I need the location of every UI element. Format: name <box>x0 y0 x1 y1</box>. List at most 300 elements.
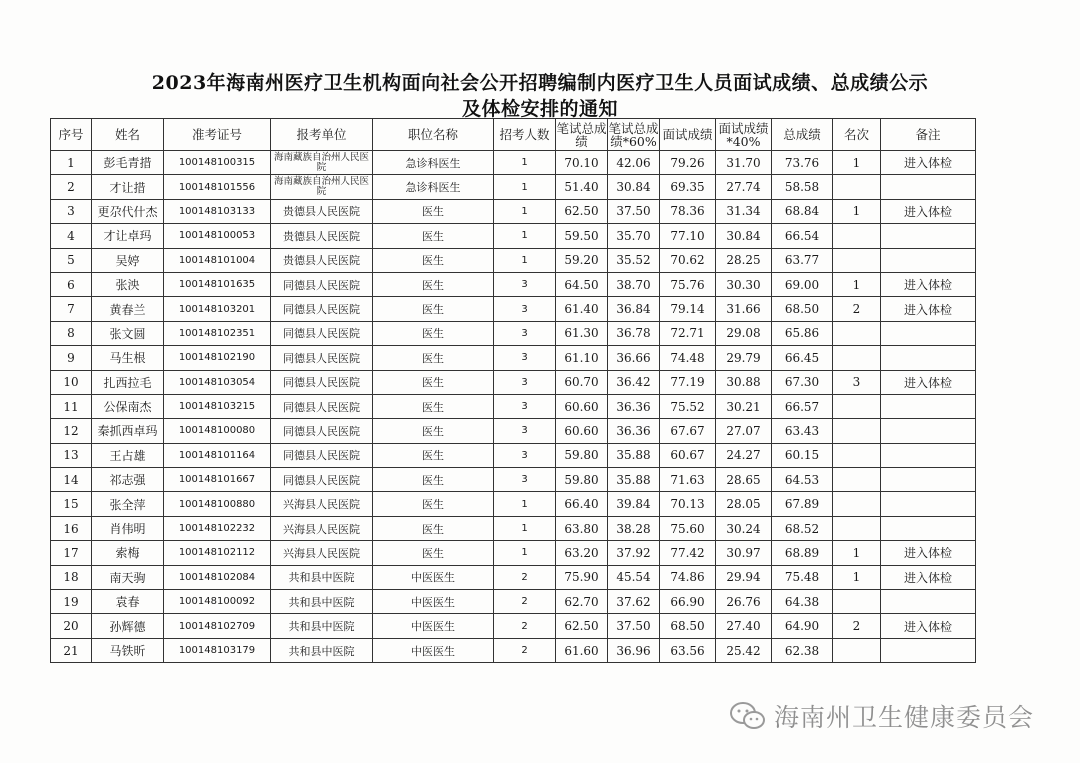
interview-score-cell: 60.67 <box>660 443 716 467</box>
header-cell: 面试成绩 <box>660 119 716 151</box>
quota-cell: 1 <box>494 248 556 272</box>
row-index-cell: 19 <box>51 590 92 614</box>
position-cell: 中医医生 <box>373 590 494 614</box>
header-cell: 笔试总成绩*60% <box>608 120 659 149</box>
written-weighted-cell: 37.50 <box>608 199 660 223</box>
table-row <box>51 272 976 296</box>
written-score-cell: 62.50 <box>556 199 608 223</box>
rank-cell <box>833 492 881 516</box>
written-weighted-cell: 35.52 <box>608 248 660 272</box>
rank-cell <box>833 175 881 199</box>
rank-cell: 1 <box>833 541 881 565</box>
table-row <box>51 346 976 370</box>
quota-cell: 1 <box>494 199 556 223</box>
table-row <box>51 419 976 443</box>
exam-id-cell: 100148100092 <box>164 590 271 614</box>
quota-cell: 1 <box>494 224 556 248</box>
row-index-cell: 12 <box>51 419 92 443</box>
interview-weighted-cell: 30.24 <box>716 516 772 540</box>
written-score-cell: 64.50 <box>556 272 608 296</box>
header-cell: 姓名 <box>92 119 164 151</box>
name-cell: 马铁昕 <box>92 638 164 662</box>
remark-cell: 进入体检 <box>881 199 976 223</box>
table-row <box>51 590 976 614</box>
exam-id-cell: 100148100880 <box>164 492 271 516</box>
interview-score-cell: 79.26 <box>660 151 716 175</box>
unit-cell: 同德县人民医院 <box>271 468 373 492</box>
written-score-cell: 61.60 <box>556 638 608 662</box>
written-weighted-cell: 36.84 <box>608 297 660 321</box>
header-cell: 总成绩 <box>772 119 833 151</box>
written-weighted-cell: 35.70 <box>608 224 660 248</box>
written-weighted-cell: 35.88 <box>608 443 660 467</box>
exam-id-cell: 100148101667 <box>164 468 271 492</box>
table-row <box>51 297 976 321</box>
remark-cell <box>881 516 976 540</box>
remark-cell <box>881 394 976 418</box>
interview-score-cell: 74.48 <box>660 346 716 370</box>
remark-cell <box>881 590 976 614</box>
interview-weighted-cell: 30.84 <box>716 224 772 248</box>
remark-cell <box>881 419 976 443</box>
interview-weighted-cell: 24.27 <box>716 443 772 467</box>
written-score-cell: 60.60 <box>556 394 608 418</box>
rank-cell: 2 <box>833 297 881 321</box>
rank-cell: 1 <box>833 199 881 223</box>
unit-cell: 兴海县人民医院 <box>271 516 373 540</box>
row-index-cell: 11 <box>51 394 92 418</box>
remark-cell <box>881 468 976 492</box>
table-row <box>51 492 976 516</box>
total-score-cell: 67.30 <box>772 370 833 394</box>
row-index-cell: 5 <box>51 248 92 272</box>
quota-cell: 3 <box>494 394 556 418</box>
name-cell: 张文圆 <box>92 321 164 345</box>
unit-cell: 兴海县人民医院 <box>271 492 373 516</box>
header-cell: 序号 <box>51 119 92 151</box>
interview-score-cell: 77.19 <box>660 370 716 394</box>
total-score-cell: 73.76 <box>772 151 833 175</box>
row-index-cell: 18 <box>51 565 92 589</box>
rank-cell: 1 <box>833 151 881 175</box>
written-weighted-cell: 45.54 <box>608 565 660 589</box>
header-cell: 报考单位 <box>271 119 373 151</box>
position-cell: 医生 <box>373 516 494 540</box>
total-score-cell: 66.54 <box>772 224 833 248</box>
quota-cell: 3 <box>494 443 556 467</box>
remark-cell <box>881 638 976 662</box>
rank-cell <box>833 443 881 467</box>
table-row <box>51 394 976 418</box>
table-row <box>51 565 976 589</box>
header-cell: 招考人数 <box>494 119 556 151</box>
rank-cell: 2 <box>833 614 881 638</box>
quota-cell: 3 <box>494 346 556 370</box>
exam-id-cell: 100148103179 <box>164 638 271 662</box>
interview-score-cell: 67.67 <box>660 419 716 443</box>
unit-cell: 同德县人民医院 <box>271 419 373 443</box>
remark-cell: 进入体检 <box>881 614 976 638</box>
unit-cell: 同德县人民医院 <box>271 394 373 418</box>
written-weighted-cell: 37.62 <box>608 590 660 614</box>
quota-cell: 2 <box>494 638 556 662</box>
position-cell: 医生 <box>373 248 494 272</box>
remark-cell: 进入体检 <box>881 272 976 296</box>
rank-cell <box>833 638 881 662</box>
written-weighted-cell: 38.28 <box>608 516 660 540</box>
written-weighted-cell: 35.88 <box>608 468 660 492</box>
interview-score-cell: 75.52 <box>660 394 716 418</box>
exam-id-cell: 100148101556 <box>164 175 271 199</box>
rank-cell <box>833 321 881 345</box>
table-row <box>51 370 976 394</box>
total-score-cell: 64.53 <box>772 468 833 492</box>
table-row <box>51 468 976 492</box>
interview-weighted-cell: 28.65 <box>716 468 772 492</box>
exam-id-cell: 100148102190 <box>164 346 271 370</box>
row-index-cell: 3 <box>51 199 92 223</box>
table-row <box>51 614 976 638</box>
interview-weighted-cell: 31.66 <box>716 297 772 321</box>
interview-score-cell: 75.60 <box>660 516 716 540</box>
written-score-cell: 61.30 <box>556 321 608 345</box>
total-score-cell: 68.89 <box>772 541 833 565</box>
interview-weighted-cell: 29.79 <box>716 346 772 370</box>
row-index-cell: 15 <box>51 492 92 516</box>
exam-id-cell: 100148103201 <box>164 297 271 321</box>
unit-cell: 共和县中医院 <box>271 638 373 662</box>
exam-id-cell: 100148101635 <box>164 272 271 296</box>
rank-cell: 1 <box>833 565 881 589</box>
name-cell: 马生根 <box>92 346 164 370</box>
interview-weighted-cell: 30.97 <box>716 541 772 565</box>
unit-cell: 同德县人民医院 <box>271 297 373 321</box>
table-row <box>51 541 976 565</box>
watermark-text: 海南州卫生健康委员会 <box>774 703 1035 732</box>
written-weighted-cell: 37.50 <box>608 614 660 638</box>
interview-weighted-cell: 28.25 <box>716 248 772 272</box>
interview-score-cell: 68.50 <box>660 614 716 638</box>
name-cell: 张全萍 <box>92 492 164 516</box>
header-cell: 面试成绩*40% <box>716 119 772 151</box>
exam-id-cell: 100148102112 <box>164 541 271 565</box>
interview-score-cell: 74.86 <box>660 565 716 589</box>
table-body <box>51 151 976 663</box>
position-cell: 医生 <box>373 321 494 345</box>
position-cell: 医生 <box>373 419 494 443</box>
written-weighted-cell: 37.92 <box>608 541 660 565</box>
total-score-cell: 58.58 <box>772 175 833 199</box>
document-title-line-2: 及体检安排的通知 <box>461 98 618 120</box>
remark-cell <box>881 175 976 199</box>
written-weighted-cell: 36.78 <box>608 321 660 345</box>
written-score-cell: 62.70 <box>556 590 608 614</box>
exam-id-cell: 100148102084 <box>164 565 271 589</box>
written-score-cell: 63.80 <box>556 516 608 540</box>
table-row <box>51 638 976 662</box>
row-index-cell: 13 <box>51 443 92 467</box>
position-cell: 医生 <box>373 272 494 296</box>
interview-weighted-cell: 27.74 <box>716 175 772 199</box>
quota-cell: 3 <box>494 272 556 296</box>
row-index-cell: 7 <box>51 297 92 321</box>
unit-cell: 海南藏族自治州人民医院 <box>271 175 373 199</box>
table-row <box>51 199 976 223</box>
table-row <box>51 516 976 540</box>
rank-cell <box>833 394 881 418</box>
unit-cell: 同德县人民医院 <box>271 443 373 467</box>
name-cell: 秦抓西卓玛 <box>92 419 164 443</box>
table-row <box>51 321 976 345</box>
written-score-cell: 70.10 <box>556 151 608 175</box>
unit-cell: 贵德县人民医院 <box>271 199 373 223</box>
table-row <box>51 443 976 467</box>
quota-cell: 2 <box>494 565 556 589</box>
total-score-cell: 66.45 <box>772 346 833 370</box>
name-cell: 祁志强 <box>92 468 164 492</box>
quota-cell: 1 <box>494 516 556 540</box>
total-score-cell: 68.50 <box>772 297 833 321</box>
position-cell: 中医医生 <box>373 565 494 589</box>
name-cell: 才让卓玛 <box>92 224 164 248</box>
unit-cell: 同德县人民医院 <box>271 272 373 296</box>
interview-score-cell: 78.36 <box>660 199 716 223</box>
row-index-cell: 17 <box>51 541 92 565</box>
total-score-cell: 69.00 <box>772 272 833 296</box>
name-cell: 更尕代什杰 <box>92 199 164 223</box>
row-index-cell: 14 <box>51 468 92 492</box>
position-cell: 医生 <box>373 468 494 492</box>
watermark <box>728 696 1034 736</box>
quota-cell: 1 <box>494 151 556 175</box>
table-header-row <box>51 119 976 151</box>
written-score-cell: 62.50 <box>556 614 608 638</box>
written-weighted-cell: 38.70 <box>608 272 660 296</box>
position-cell: 医生 <box>373 224 494 248</box>
written-weighted-cell: 36.96 <box>608 638 660 662</box>
total-score-cell: 64.38 <box>772 590 833 614</box>
interview-weighted-cell: 28.05 <box>716 492 772 516</box>
row-index-cell: 16 <box>51 516 92 540</box>
written-weighted-cell: 42.06 <box>608 151 660 175</box>
written-weighted-cell: 36.66 <box>608 346 660 370</box>
interview-weighted-cell: 29.08 <box>716 321 772 345</box>
exam-id-cell: 100148101004 <box>164 248 271 272</box>
row-index-cell: 21 <box>51 638 92 662</box>
row-index-cell: 2 <box>51 175 92 199</box>
interview-score-cell: 77.10 <box>660 224 716 248</box>
quota-cell: 1 <box>494 492 556 516</box>
position-cell: 医生 <box>373 541 494 565</box>
exam-id-cell: 100148102709 <box>164 614 271 638</box>
exam-id-cell: 100148100053 <box>164 224 271 248</box>
quota-cell: 2 <box>494 590 556 614</box>
row-index-cell: 8 <box>51 321 92 345</box>
exam-id-cell: 100148100315 <box>164 151 271 175</box>
written-score-cell: 59.50 <box>556 224 608 248</box>
written-score-cell: 60.60 <box>556 419 608 443</box>
header-cell: 名次 <box>833 119 881 151</box>
total-score-cell: 75.48 <box>772 565 833 589</box>
table-row <box>51 248 976 272</box>
wechat-icon <box>728 700 768 732</box>
rank-cell <box>833 248 881 272</box>
interview-weighted-cell: 29.94 <box>716 565 772 589</box>
total-score-cell: 68.52 <box>772 516 833 540</box>
name-cell: 才让措 <box>92 175 164 199</box>
position-cell: 医生 <box>373 370 494 394</box>
name-cell: 袁春 <box>92 590 164 614</box>
interview-weighted-cell: 25.42 <box>716 638 772 662</box>
interview-score-cell: 72.71 <box>660 321 716 345</box>
remark-cell: 进入体检 <box>881 541 976 565</box>
remark-cell <box>881 492 976 516</box>
quota-cell: 3 <box>494 321 556 345</box>
total-score-cell: 60.15 <box>772 443 833 467</box>
name-cell: 南天驹 <box>92 565 164 589</box>
total-score-cell: 65.86 <box>772 321 833 345</box>
quota-cell: 1 <box>494 541 556 565</box>
quota-cell: 2 <box>494 614 556 638</box>
interview-weighted-cell: 30.21 <box>716 394 772 418</box>
remark-cell <box>881 224 976 248</box>
interview-score-cell: 79.14 <box>660 297 716 321</box>
name-cell: 公保南杰 <box>92 394 164 418</box>
row-index-cell: 6 <box>51 272 92 296</box>
row-index-cell: 4 <box>51 224 92 248</box>
table-row <box>51 151 976 175</box>
total-score-cell: 62.38 <box>772 638 833 662</box>
remark-cell <box>881 321 976 345</box>
remark-cell: 进入体检 <box>881 565 976 589</box>
quota-cell: 3 <box>494 468 556 492</box>
interview-score-cell: 70.62 <box>660 248 716 272</box>
unit-cell: 共和县中医院 <box>271 590 373 614</box>
remark-cell: 进入体检 <box>881 297 976 321</box>
rank-cell: 3 <box>833 370 881 394</box>
position-cell: 医生 <box>373 394 494 418</box>
written-weighted-cell: 30.84 <box>608 175 660 199</box>
position-cell: 急诊科医生 <box>373 175 494 199</box>
position-cell: 医生 <box>373 346 494 370</box>
interview-score-cell: 63.56 <box>660 638 716 662</box>
row-index-cell: 1 <box>51 151 92 175</box>
rank-cell <box>833 516 881 540</box>
interview-weighted-cell: 26.76 <box>716 590 772 614</box>
exam-id-cell: 100148102232 <box>164 516 271 540</box>
rank-cell <box>833 224 881 248</box>
position-cell: 中医医生 <box>373 614 494 638</box>
written-score-cell: 75.90 <box>556 565 608 589</box>
interview-score-cell: 69.35 <box>660 175 716 199</box>
table-row <box>51 175 976 199</box>
exam-id-cell: 100148102351 <box>164 321 271 345</box>
header-cell: 备注 <box>881 119 976 151</box>
row-index-cell: 9 <box>51 346 92 370</box>
remark-cell <box>881 443 976 467</box>
rank-cell <box>833 590 881 614</box>
written-weighted-cell: 36.42 <box>608 370 660 394</box>
position-cell: 医生 <box>373 443 494 467</box>
header-cell: 笔试总成绩 <box>556 120 607 149</box>
unit-cell: 贵德县人民医院 <box>271 248 373 272</box>
unit-cell: 兴海县人民医院 <box>271 541 373 565</box>
total-score-cell: 67.89 <box>772 492 833 516</box>
written-score-cell: 61.40 <box>556 297 608 321</box>
remark-cell: 进入体检 <box>881 151 976 175</box>
written-score-cell: 59.80 <box>556 443 608 467</box>
written-score-cell: 61.10 <box>556 346 608 370</box>
written-weighted-cell: 39.84 <box>608 492 660 516</box>
unit-cell: 贵德县人民医院 <box>271 224 373 248</box>
interview-score-cell: 77.42 <box>660 541 716 565</box>
interview-score-cell: 70.13 <box>660 492 716 516</box>
total-score-cell: 63.77 <box>772 248 833 272</box>
name-cell: 孙辉德 <box>92 614 164 638</box>
name-cell: 吴婷 <box>92 248 164 272</box>
written-score-cell: 59.20 <box>556 248 608 272</box>
unit-cell: 共和县中医院 <box>271 614 373 638</box>
total-score-cell: 63.43 <box>772 419 833 443</box>
quota-cell: 3 <box>494 297 556 321</box>
interview-weighted-cell: 31.70 <box>716 151 772 175</box>
position-cell: 医生 <box>373 492 494 516</box>
document-title-line-1: 2023年海南州医疗卫生机构面向社会公开招聘编制内医疗卫生人员面试成绩、总成绩公示 <box>151 72 929 94</box>
written-score-cell: 51.40 <box>556 175 608 199</box>
name-cell: 肖伟明 <box>92 516 164 540</box>
unit-cell: 同德县人民医院 <box>271 346 373 370</box>
interview-weighted-cell: 27.07 <box>716 419 772 443</box>
total-score-cell: 68.84 <box>772 199 833 223</box>
written-weighted-cell: 36.36 <box>608 419 660 443</box>
header-cell: 准考证号 <box>164 119 271 151</box>
unit-cell: 海南藏族自治州人民医院 <box>271 151 373 175</box>
header-cell: 职位名称 <box>373 119 494 151</box>
row-index-cell: 20 <box>51 614 92 638</box>
interview-weighted-cell: 27.40 <box>716 614 772 638</box>
position-cell: 医生 <box>373 199 494 223</box>
interview-weighted-cell: 31.34 <box>716 199 772 223</box>
position-cell: 急诊科医生 <box>373 151 494 175</box>
name-cell: 彭毛青措 <box>92 151 164 175</box>
exam-id-cell: 100148100080 <box>164 419 271 443</box>
exam-id-cell: 100148103133 <box>164 199 271 223</box>
name-cell: 黄春兰 <box>92 297 164 321</box>
rank-cell: 1 <box>833 272 881 296</box>
score-table <box>50 118 976 663</box>
rank-cell <box>833 468 881 492</box>
unit-cell: 同德县人民医院 <box>271 321 373 345</box>
total-score-cell: 66.57 <box>772 394 833 418</box>
unit-cell: 同德县人民医院 <box>271 370 373 394</box>
exam-id-cell: 100148103054 <box>164 370 271 394</box>
remark-cell <box>881 248 976 272</box>
written-score-cell: 59.80 <box>556 468 608 492</box>
written-score-cell: 66.40 <box>556 492 608 516</box>
remark-cell <box>881 346 976 370</box>
name-cell: 张泱 <box>92 272 164 296</box>
interview-score-cell: 75.76 <box>660 272 716 296</box>
written-weighted-cell: 36.36 <box>608 394 660 418</box>
name-cell: 扎西拉毛 <box>92 370 164 394</box>
position-cell: 医生 <box>373 297 494 321</box>
quota-cell: 1 <box>494 175 556 199</box>
position-cell: 中医医生 <box>373 638 494 662</box>
total-score-cell: 64.90 <box>772 614 833 638</box>
row-index-cell: 10 <box>51 370 92 394</box>
rank-cell <box>833 419 881 443</box>
written-score-cell: 63.20 <box>556 541 608 565</box>
